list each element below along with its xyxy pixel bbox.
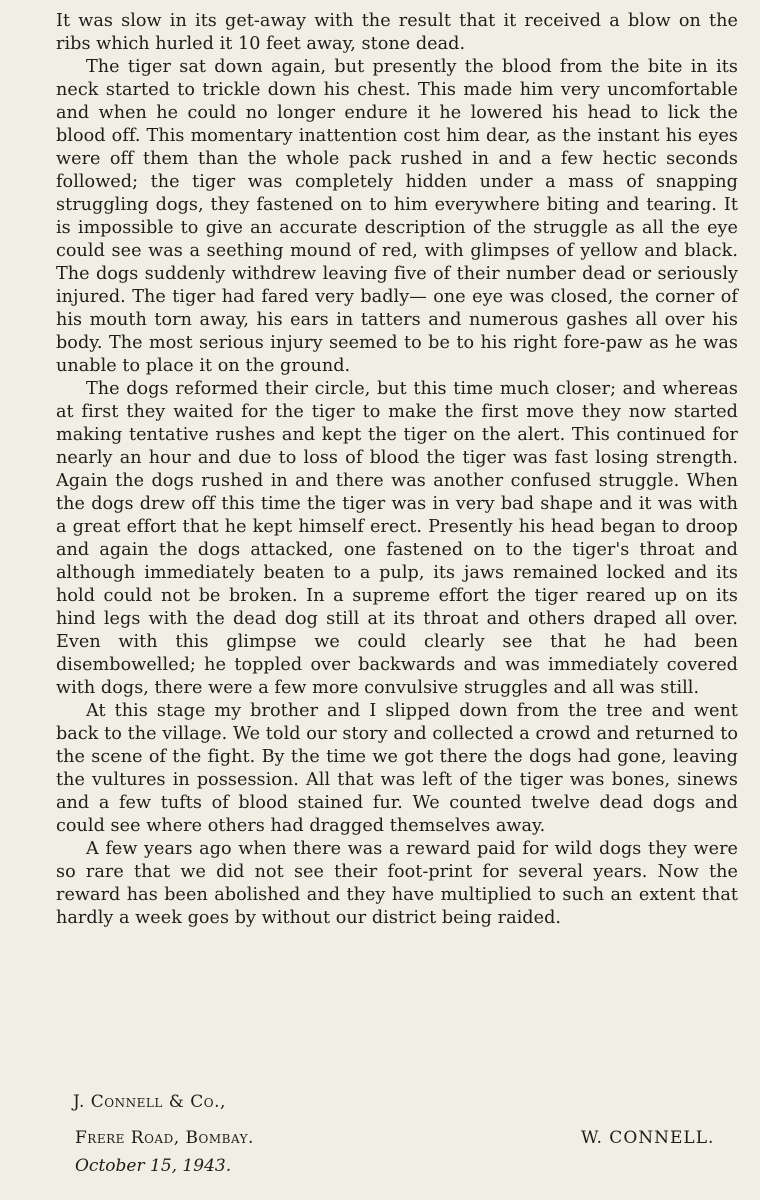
publisher-name: J. Connell & Co., [73, 1092, 226, 1112]
paragraph-2: The tiger sat down again, but presently the blood from the bite in its neck started to trickle down his chest. This made him very uncomfortable and when he could no longer endure it he lowered his head to lick the blood off. This momentary inattention cost him dear, as the instant his eyes were off them than the whole pack rushed in and a few hectic seconds followed; the tiger was completely hidden under a mass of snapping struggling dogs, they fastened on to him everywhere biting and tearing. It is impossible to give an accurate description of the struggle as all the eye could see was a seething mound of red, with glimpses of yellow and black. The dogs suddenly withdrew leaving five of their number dead or seriously injured. The tiger had fared very badly— one eye was closed, the corner of his mouth torn away, his ears in tatters and numerous gashes all over his body. The most serious injury seemed to be to his right fore-paw as he was unable to place it on the ground. [56, 57, 738, 376]
letter-date: October 15, 1943. [75, 1156, 232, 1176]
paragraph-1: It was slow in its get-away with the result that it received a blow on the ribs which hurled it 10 feet away, stone dead. [56, 11, 738, 54]
article-body [56, 10, 738, 930]
author-name: W. CONNELL. [581, 1128, 715, 1148]
signature-block [0, 1092, 760, 1192]
paragraph-3: The dogs reformed their circle, but this time much closer; and whereas at first they waited for the tiger to make the first move they now started making tentative rushes and kept the tiger on the alert. This continued for nearly an hour and due to loss of blood the tiger was fast losing strength. Again the dogs rushed in and there was another confused struggle. When the dogs drew off this time the tiger was in very bad shape and it was with a great effort that he kept himself erect. Presently his head began to droop and again the dogs attacked, one fastened on to the tiger's throat and although immediately beaten to a pulp, its jaws remained locked and its hold could not be broken. In a supreme effort the tiger reared up on its hind legs with the dead dog still at its throat and others draped all over. Even with this glimpse we could clearly see that he had been disembowelled; he toppled over backwards and was immediately covered with dogs, there were a few more convulsive struggles and all was still. [56, 379, 738, 698]
publisher-address: Frere Road, Bombay. [75, 1128, 254, 1148]
paragraph-4: At this stage my brother and I slipped down from the tree and went back to the village. We told our story and collected a crowd and returned to the scene of the fight. By the time we got there the dogs had gone, leaving the vultures in possession. All that was left of the tiger was bones, sinews and a few tufts of blood stained fur. We counted twelve dead dogs and could see where others had dragged themselves away. [56, 701, 738, 836]
paragraph-5: A few years ago when there was a reward paid for wild dogs they were so rare that we did not see their foot-print for several years. Now the reward has been abolished and they have multiplied to such an extent that hardly a week goes by without our district being raided. [56, 839, 738, 928]
